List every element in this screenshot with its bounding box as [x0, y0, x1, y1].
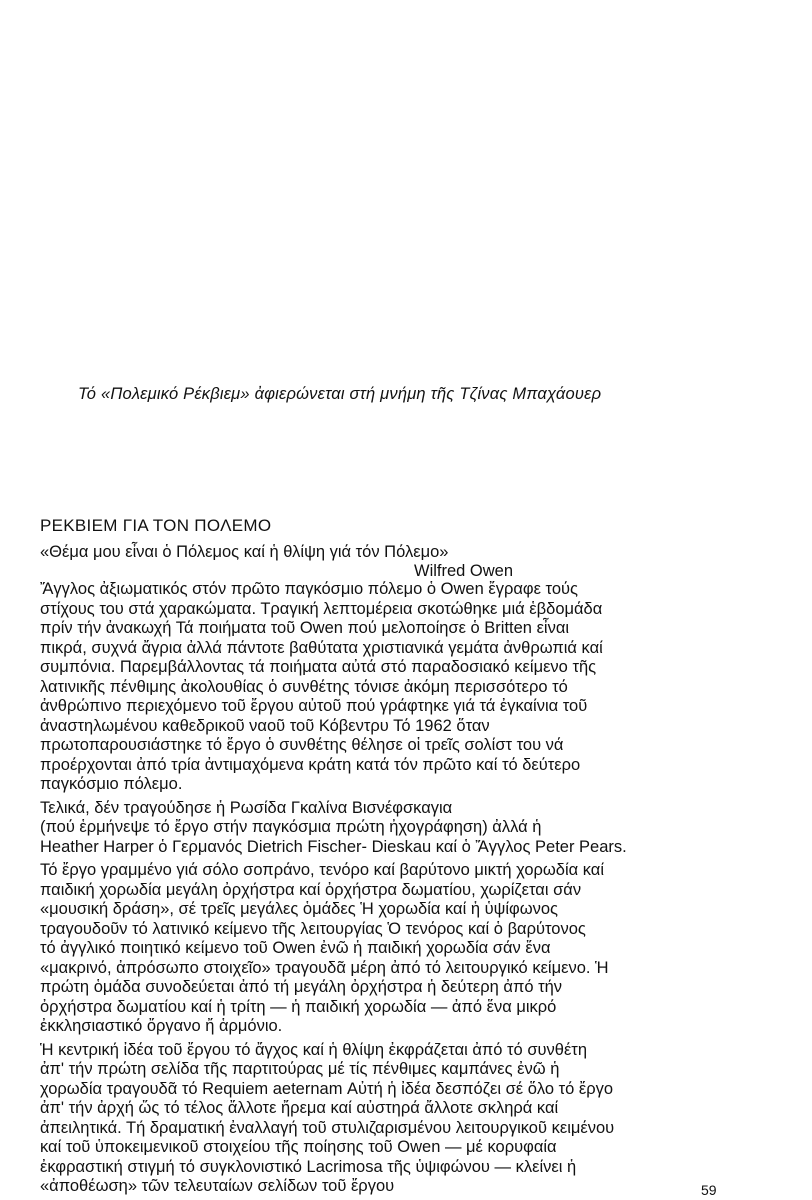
main-text [40, 513, 770, 1197]
text-line: Τό ἔργο γραμμένο γιά σόλο σοπράνο, τενόρο καί βαρύτονο μικτή χορωδία καί [40, 861, 604, 879]
text-line: «μακρινό, ἀπρόσωπο στοιχεῖο» τραγουδᾶ μέρη ἀπό τό λειτουργικό κείμενο. Ἡ [40, 958, 609, 977]
text-line: πρωτοπαρουσιάστηκε τό ἔργο ὁ συνθέτης θέλησε οἱ τρεῖς σολίστ του νά [40, 736, 564, 754]
text-line: πρίν τήν ἀνακωχή Τά ποιήματα τοῦ Owen πού μελοποίησε ὁ Britten εἶναι [40, 619, 570, 637]
body-paragraphs [40, 580, 770, 1197]
text-line: παγκόσμιο πόλεμο. [40, 775, 183, 793]
text-line: Ἄγγλος ἀξιωματικός στόν πρῶτο παγκόσμιο πόλεμο ὁ Owen ἔγραφε τούς [40, 580, 578, 598]
paragraph [40, 580, 770, 795]
text-line: ἀνθρώπινο περιεχόμενο τοῦ ἔργου αὐτοῦ πού γράφτηκε γιά τά ἐγκαίνια τοῦ [40, 697, 588, 715]
text-line: τραγουδοῦν τό λατινικό κείμενο τῆς λειτουργίας Ὁ τενόρος καί ὁ βαρύτονος [40, 919, 586, 938]
text-line: πρώτη ὁμάδα συνοδεύεται ἀπό τή μεγάλη ὀρχήστρα ἡ δεύτερη ἀπό τήν [40, 978, 563, 996]
text-line: συμπόνια. Παρεμβάλλοντας τά ποιήματα αὐτά στό παραδοσιακό κείμενο τῆς [40, 658, 597, 676]
text-line: καί τοῦ ὑποκειμενικοῦ στοιχείου τῆς ποίησης τοῦ Owen — μέ κορυφαία [40, 1138, 557, 1156]
epigraph-author: Wilfred Owen [414, 562, 514, 580]
text-line: ἀπ' τήν ἀρχή ὥς τό τέλος ἄλλοτε ἤρεμα καί αὐστηρά ἄλλοτε σκληρά καί [40, 1099, 559, 1117]
text-line: «ἀποθέωση» τῶν τελευταίων σελίδων τοῦ ἔργου [40, 1177, 395, 1195]
dedication: Τό «Πολεμικό Ρέκβιεμ» ἀφιερώνεται στή μνήμη τῆς Τζίνας Μπαχάουερ [78, 385, 602, 403]
text-line: ἐκφραστική στιγμή τό συγκλονιστικό Lacrimosa τῆς ὑψιφώνου — κλείνει ἡ [40, 1157, 577, 1176]
page-title: ΡΕΚΒΙΕΜ ΓΙΑ ΤΟΝ ΠΟΛΕΜΟ [40, 516, 272, 535]
text-line: «μουσική δράση», σέ τρεῖς μεγάλες ὁμάδες Ἡ χορωδία καί ἡ ὑψίφωνος [40, 900, 558, 918]
text-line: ἀπειλητικά. Τή δραματική ἐναλλαγή τοῦ στυλιζαρισμένου λειτουργικοῦ κειμένου [40, 1118, 615, 1137]
text-line: Ἡ κεντρική ἰδέα τοῦ ἔργου τό ἄγχος καί ἡ θλίψη ἐκφράζεται ἀπό τό συνθέτη [40, 1040, 587, 1059]
text-line: Heather Harper ὁ Γερμανός Dietrich Fischer- Dieskau καί ὁ Ἄγγλος Peter Pears. [40, 837, 627, 856]
paragraph [40, 799, 770, 858]
text-line: παιδική χορωδία μεγάλη ὀρχήστρα καί ὀρχήστρα δωματίου, χωρίζεται σάν [40, 880, 582, 899]
text-line: Τελικά, δέν τραγούδησε ἡ Ρωσίδα Γκαλίνα Βισνέφσκαγια [40, 798, 453, 817]
text-line: ὀρχήστρα δωματίου καί ἡ τρίτη — ἡ παιδική χορωδία — ἀπό ἕνα μικρό [40, 997, 557, 1016]
paragraph [40, 861, 770, 1037]
text-line: ἀναστηλωμένου καθεδρικοῦ ναοῦ τοῦ Κόβεντρυ Τό 1962 ὅταν [40, 716, 490, 735]
epigraph-quote: «Θέμα μου εἶναι ὁ Πόλεμος καί ἡ θλίψη γιά τόν Πόλεμο» [40, 543, 449, 561]
text-line: πικρά, συχνά ἄγρια ἀλλά πάντοτε βαθύτατα χριστιανικά γεμάτα ἀνθρωπιά καί [40, 638, 603, 657]
text-line: λατινικῆς πένθιμης ἀκολουθίας ὁ συνθέτης τόνισε ἀκόμη περισσότερο τό [40, 677, 568, 696]
text-line: προέρχονται ἀπό τρία ἀντιμαχόμενα κράτη κατά τόν πρῶτο καί τό δεύτερο [40, 755, 581, 774]
text-line: τό ἀγγλικό ποιητικό κείμενο τοῦ Owen ἐνῶ ἡ παιδική χορωδία σάν ἕνα [40, 939, 551, 957]
paragraph [40, 1041, 770, 1197]
text-line: στίχους του στά χαρακώματα. Τραγική λεπτομέρεια σκοτώθηκε μιά ἑβδομάδα [40, 599, 603, 618]
text-line: ἐκκλησιαστικό ὄργανο ἤ ἁρμόνιο. [40, 1017, 283, 1035]
page-number: 59 [701, 1182, 717, 1198]
text-line: (πού ἑρμήνεψε τό ἔργο στήν παγκόσμια πρώτη ἠχογράφηση) ἀλλά ἡ [40, 818, 542, 836]
text-line: χορωδία τραγουδᾶ τό Requiem aeternam Αὐτή ἡ ἰδέα δεσπόζει σέ ὅλο τό ἔργο [40, 1079, 614, 1098]
text-line: ἀπ' τήν πρώτη σελίδα τῆς παρτιτούρας μέ τίς πένθιμες καμπάνες ἐνῶ ἡ [40, 1060, 560, 1078]
